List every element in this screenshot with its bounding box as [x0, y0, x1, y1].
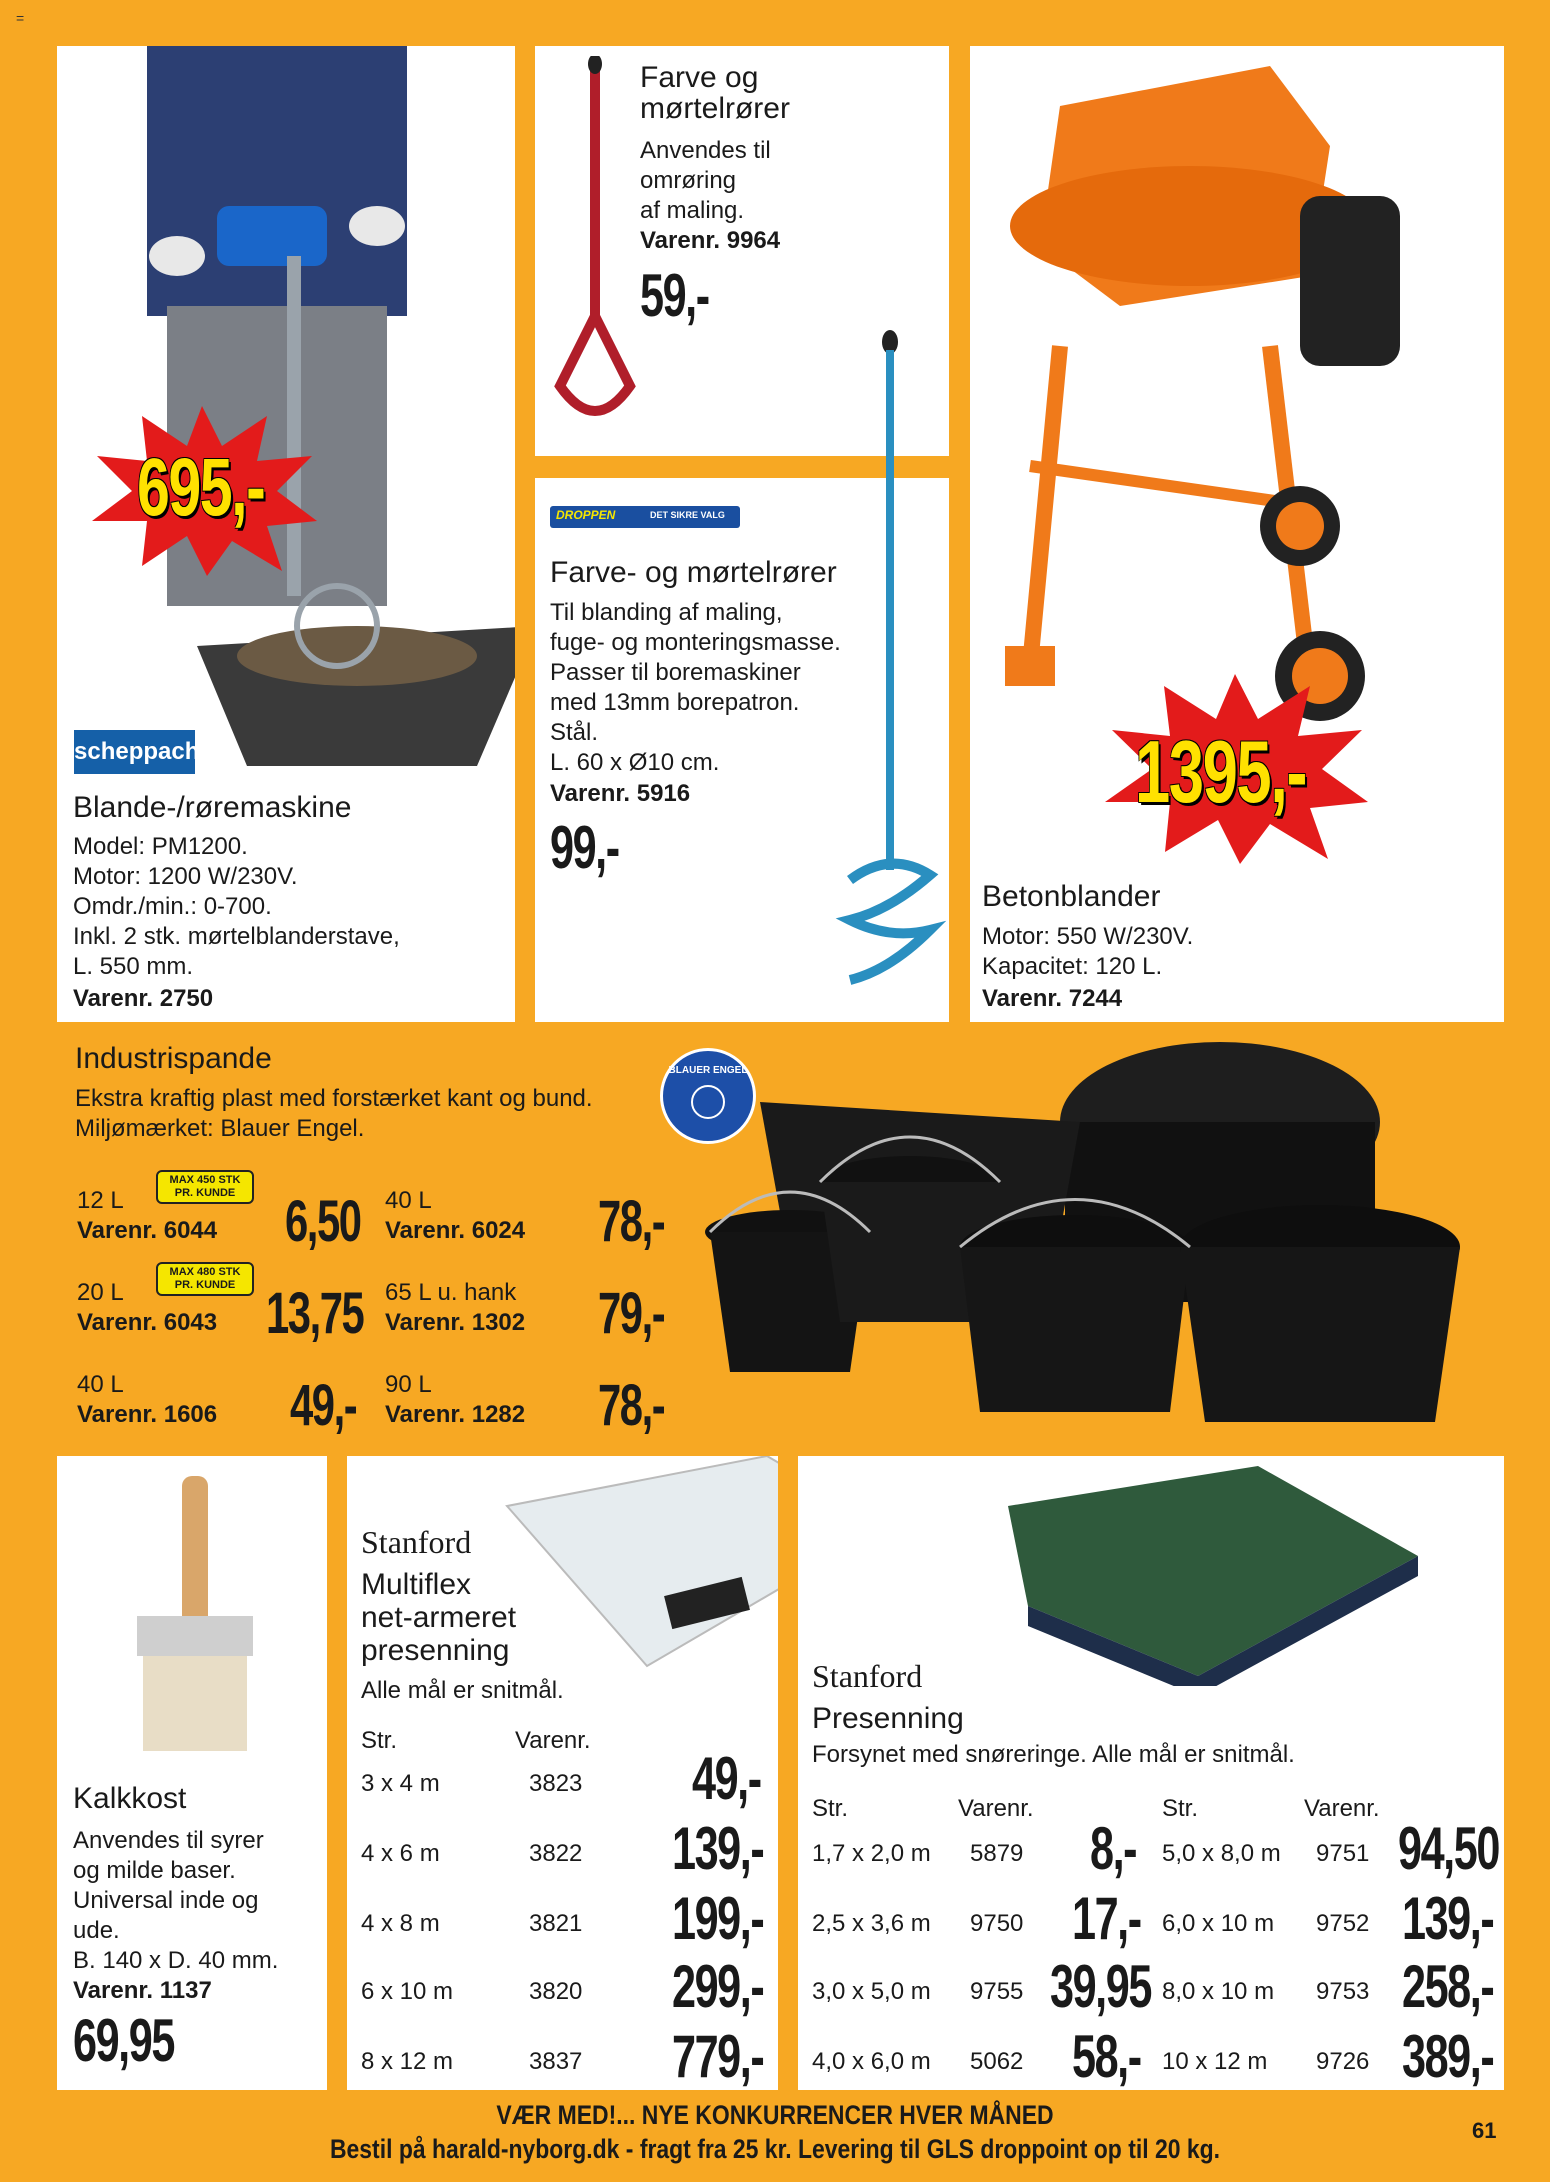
- bucket-item-number: Varenr. 6043: [77, 1309, 218, 1336]
- bucket-size: 20 L: [77, 1279, 124, 1306]
- tarp-price: 389,-: [1402, 2023, 1494, 2090]
- blue-stirrer-photo: [830, 320, 950, 1000]
- red-stirrer-item-number: Varenr. 9964: [640, 227, 781, 254]
- multiflex-item: 3821: [529, 1910, 583, 1937]
- tarp-item: 9751: [1316, 1840, 1370, 1867]
- tarp-size: 8,0 x 10 m: [1162, 1978, 1275, 2005]
- brush-line: B. 140 x D. 40 mm.: [73, 1947, 279, 1974]
- bucket-price: 6,50: [285, 1189, 361, 1254]
- droppen-logo: [550, 506, 740, 528]
- bucket-item-number: Varenr. 6024: [385, 1217, 526, 1244]
- multiflex-note: Alle mål er snitmål.: [361, 1677, 564, 1704]
- tarp-col-item: Varenr.: [1304, 1795, 1380, 1822]
- multiflex-size: 6 x 10 m: [361, 1978, 454, 2005]
- tarp-price: 17,-: [1072, 1885, 1141, 1952]
- multiflex-price: 199,-: [672, 1885, 764, 1952]
- tarp-size: 3,0 x 5,0 m: [812, 1978, 931, 2005]
- brush-item-number: Varenr. 1137: [73, 1977, 212, 2004]
- tarp-size: 4,0 x 6,0 m: [812, 2048, 931, 2075]
- concrete-mixer-price: 1395,-: [1135, 722, 1307, 821]
- multiflex-item: 3822: [529, 1840, 583, 1867]
- bucket-item-number: Varenr. 6044: [77, 1217, 218, 1244]
- scheppach-logo: scheppach: [74, 730, 195, 774]
- multiflex-price: 299,-: [672, 1953, 764, 2020]
- blue-stirrer-line: Passer til boremaskiner: [550, 659, 801, 686]
- brush-panel: [57, 1456, 327, 2090]
- mixer-line: Inkl. 2 stk. mørtelblanderstave,: [73, 923, 400, 950]
- footer-line2: Bestil på harald-nyborg.dk - fragt fra 25 kr. Levering til GLS droppoint op til 20 kg.: [329, 2134, 1221, 2164]
- red-stirrer-price: 59,-: [640, 262, 709, 329]
- mixer-title: Blande-/røremaskine: [73, 791, 352, 824]
- badge-line: PR. KUNDE: [174, 1279, 236, 1291]
- page-number: 61: [1472, 2118, 1497, 2143]
- bucket-price: 78,-: [598, 1373, 665, 1438]
- mixer-line: L. 550 mm.: [73, 953, 194, 980]
- red-stirrer-photo: [545, 56, 645, 456]
- mixer-line: Model: PM1200.: [73, 833, 248, 860]
- multiflex-size: 4 x 8 m: [361, 1910, 440, 1937]
- multiflex-photo: [487, 1456, 778, 1676]
- multiflex-col-size: Str.: [361, 1727, 398, 1754]
- multiflex-item: 3823: [529, 1770, 583, 1797]
- droppen-tag: DET SIKRE VALG: [650, 510, 725, 520]
- tarp-item: 9752: [1316, 1910, 1370, 1937]
- blue-stirrer-line: med 13mm borepatron.: [550, 689, 800, 716]
- tarp-col-size: Str.: [812, 1795, 849, 1822]
- corner-mark: =: [16, 10, 25, 26]
- tarp-photo: [998, 1456, 1448, 1686]
- badge-line: MAX 480 STK: [169, 1266, 241, 1278]
- brush-line: Universal inde og: [73, 1887, 259, 1914]
- bucket-item-number: Varenr. 1282: [385, 1401, 526, 1428]
- tarp-col-item: Varenr.: [958, 1795, 1034, 1822]
- tarp-price: 8,-: [1090, 1815, 1137, 1882]
- red-stirrer-title-line1: Farve og: [640, 61, 759, 94]
- buckets-photo: [700, 1032, 1500, 1442]
- buckets-section: [0, 1030, 1550, 1450]
- stanford-logo: Stanford: [812, 1658, 923, 1694]
- concrete-mixer-title: Betonblander: [982, 880, 1161, 913]
- blue-stirrer-line: L. 60 x Ø10 cm.: [550, 749, 720, 776]
- brush-title: Kalkkost: [73, 1782, 187, 1815]
- buckets-line: Ekstra kraftig plast med forstærket kant og bund.: [75, 1085, 593, 1112]
- multiflex-title-line: presenning: [361, 1634, 510, 1667]
- mixer-item-number: Varenr. 2750: [73, 985, 214, 1012]
- tarp-size: 6,0 x 10 m: [1162, 1910, 1275, 1937]
- tarp-size: 1,7 x 2,0 m: [812, 1840, 931, 1867]
- blue-stirrer-line: Til blanding af maling,: [550, 599, 783, 626]
- multiflex-panel: [347, 1456, 778, 2090]
- blue-stirrer-price: 99,-: [550, 814, 619, 881]
- quantity-limit-badge: [156, 1170, 254, 1204]
- tarp-item: 5062: [970, 2048, 1024, 2075]
- brush-line: ude.: [73, 1917, 120, 1944]
- blauer-engel-text: BLAUER ENGEL: [668, 1065, 748, 1076]
- tarp-item: 9726: [1316, 2048, 1370, 2075]
- multiflex-item: 3820: [529, 1978, 583, 2005]
- tarp-size: 10 x 12 m: [1162, 2048, 1268, 2075]
- bucket-price: 78,-: [598, 1189, 665, 1254]
- blue-stirrer-line: fuge- og monteringsmasse.: [550, 629, 841, 656]
- mixer-panel: [57, 46, 515, 1022]
- multiflex-title-line: Multiflex: [361, 1568, 472, 1601]
- concrete-mixer-line: Kapacitet: 120 L.: [982, 953, 1163, 980]
- multiflex-item: 3837: [529, 2048, 583, 2075]
- tarp-title: Presenning: [812, 1702, 964, 1735]
- brush-price: 69,95: [73, 2007, 174, 2074]
- bucket-item-number: Varenr. 1302: [385, 1309, 526, 1336]
- buckets-line: Miljømærket: Blauer Engel.: [75, 1115, 365, 1142]
- bucket-size: 40 L: [385, 1187, 432, 1214]
- blue-stirrer-item-number: Varenr. 5916: [550, 780, 691, 807]
- tarp-price: 58,-: [1072, 2023, 1141, 2090]
- badge-line: PR. KUNDE: [174, 1187, 236, 1199]
- tarp-price: 139,-: [1402, 1885, 1494, 1952]
- tarp-price: 258,-: [1402, 1953, 1494, 2020]
- bucket-size: 90 L: [385, 1371, 432, 1398]
- multiflex-size: 8 x 12 m: [361, 2048, 454, 2075]
- tarp-price: 39,95: [1050, 1953, 1151, 2020]
- multiflex-price: 779,-: [672, 2023, 764, 2090]
- multiflex-size: 3 x 4 m: [361, 1770, 440, 1797]
- stanford-logo: Stanford: [361, 1524, 472, 1560]
- multiflex-title-line: net-armeret: [361, 1601, 517, 1634]
- tarp-col-size: Str.: [1162, 1795, 1199, 1822]
- brush-line: og milde baser.: [73, 1857, 236, 1884]
- bucket-price: 79,-: [598, 1281, 665, 1346]
- bucket-size: 65 L u. hank: [385, 1279, 517, 1306]
- bucket-price: 13,75: [266, 1281, 364, 1346]
- tarp-item: 9755: [970, 1978, 1024, 2005]
- multiflex-price: 139,-: [672, 1815, 764, 1882]
- mixer-line: Motor: 1200 W/230V.: [73, 863, 298, 890]
- blue-stirrer-line: Stål.: [550, 719, 599, 746]
- red-stirrer-line: Anvendes til: [640, 137, 771, 164]
- tarp-note: Forsynet med snøreringe. Alle mål er snitmål.: [812, 1741, 1295, 1768]
- droppen-brand: DROPPEN: [556, 508, 616, 522]
- tarp-item: 9753: [1316, 1978, 1370, 2005]
- multiflex-col-item: Varenr.: [515, 1727, 591, 1754]
- blue-stirrer-title: Farve- og mørtelrører: [550, 556, 837, 589]
- tarp-size: 5,0 x 8,0 m: [1162, 1840, 1281, 1867]
- concrete-mixer-line: Motor: 550 W/230V.: [982, 923, 1194, 950]
- red-stirrer-line: omrøring: [640, 167, 737, 194]
- tarp-panel: [798, 1456, 1504, 2090]
- quantity-limit-badge: [156, 1262, 254, 1296]
- bucket-size: 40 L: [77, 1371, 124, 1398]
- concrete-mixer-item-number: Varenr. 7244: [982, 985, 1123, 1012]
- bucket-item-number: Varenr. 1606: [77, 1401, 218, 1428]
- concrete-mixer-panel: [970, 46, 1504, 1022]
- multiflex-price: 49,-: [692, 1745, 761, 1812]
- tarp-price: 94,50: [1398, 1815, 1499, 1882]
- footer-line1: VÆR MED!... NYE KONKURRENCER HVER MÅNED: [496, 2100, 1054, 2130]
- buckets-title: Industrispande: [75, 1042, 272, 1075]
- brush-line: Anvendes til syrer: [73, 1827, 264, 1854]
- tarp-size: 2,5 x 3,6 m: [812, 1910, 931, 1937]
- mixer-line: Omdr./min.: 0-700.: [73, 893, 272, 920]
- tarp-item: 5879: [970, 1840, 1024, 1867]
- multiflex-size: 4 x 6 m: [361, 1840, 440, 1867]
- concrete-mixer-photo: [970, 46, 1504, 736]
- red-stirrer-line: af maling.: [640, 197, 745, 224]
- tarp-item: 9750: [970, 1910, 1024, 1937]
- brush-photo: [97, 1466, 297, 1766]
- bucket-size: 12 L: [77, 1187, 124, 1214]
- red-stirrer-title-line2: mørtelrører: [640, 92, 790, 125]
- bucket-price: 49,-: [290, 1373, 357, 1438]
- mixer-price: 695,-: [137, 442, 265, 533]
- badge-line: MAX 450 STK: [169, 1174, 241, 1186]
